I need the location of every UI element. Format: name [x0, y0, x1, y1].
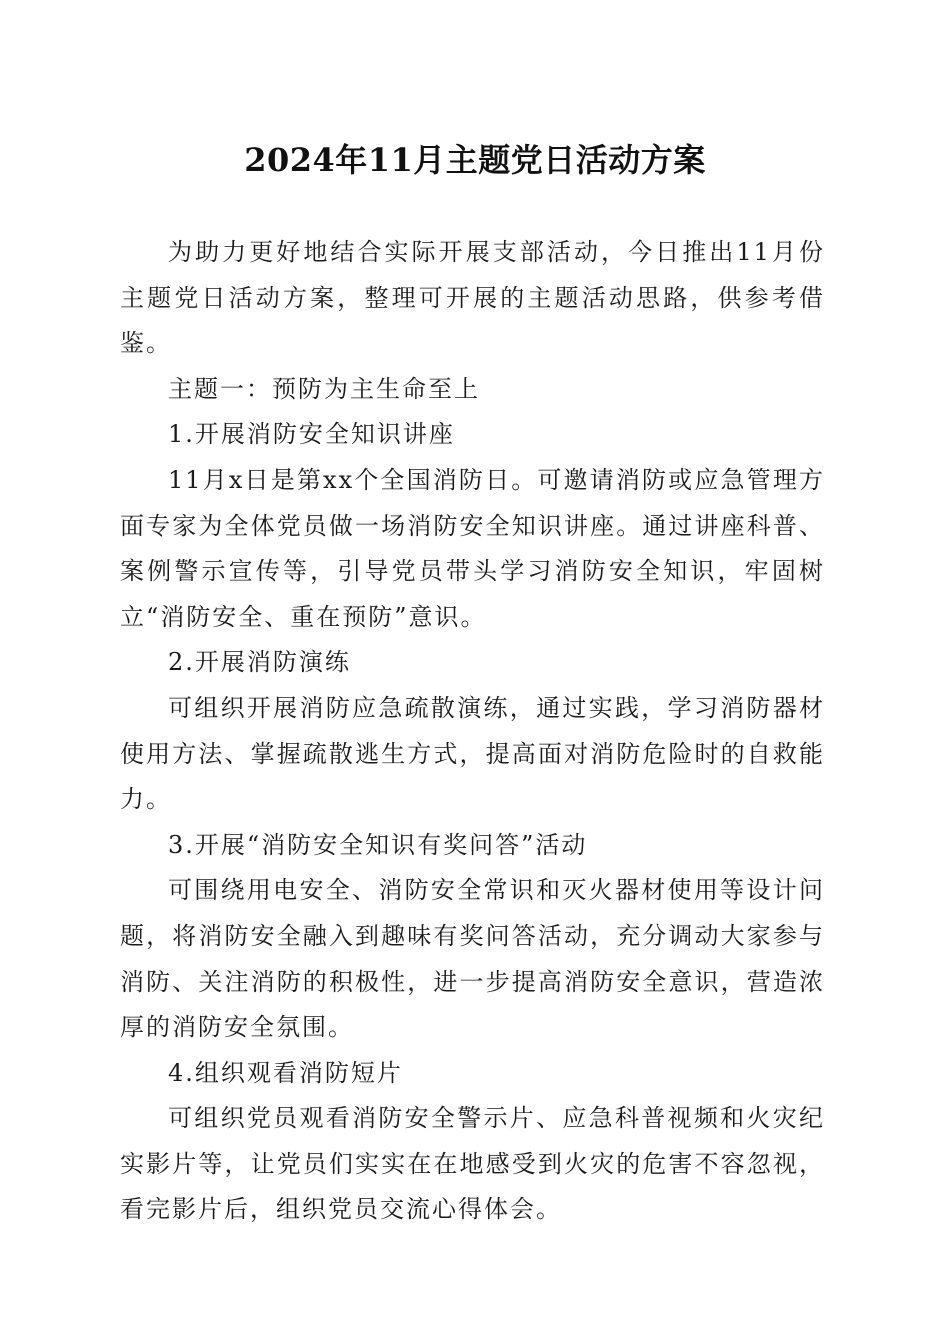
- section-heading-2: 2.开展消防演练: [168, 648, 351, 677]
- theme-heading: 主题一：预防为主生命至上: [168, 374, 480, 403]
- section-paragraph-4: 可组织党员观看消防安全警示片、应急科普视频和火灾纪实影片等，让党员们实实在在地感受到火灾的危害不容忽视，看完影片后，组织党员交流心得体会。: [120, 1104, 825, 1224]
- intro-paragraph: 为助力更好地结合实际开展支部活动，今日推出11月份主题党日活动方案，整理可开展的主题活动思路，供参考借鉴。: [120, 238, 825, 358]
- section-heading-1: 1.开展消防安全知识讲座: [168, 420, 455, 449]
- section-paragraph-2: 可组织开展消防应急疏散演练，通过实践，学习消防器材使用方法、掌握疏散逃生方式，提高面对消防危险时的自救能力。: [120, 693, 825, 814]
- document-body: [120, 230, 825, 1233]
- section-heading-3: 3.开展“消防安全知识有奖问答”活动: [168, 830, 588, 859]
- document-title: 2024年11月主题党日活动方案: [244, 141, 706, 179]
- section-heading-4: 4.组织观看消防短片: [168, 1058, 403, 1087]
- section-paragraph-1: 11月x日是第xx个全国消防日。可邀请消防或应急管理方面专家为全体党员做一场消防安全知识讲座。通过讲座科普、案例警示宣传等，引导党员带头学习消防安全知识，牢固树立“消防安全、重在预防”意识。: [120, 465, 825, 631]
- section-paragraph-3: 可围绕用电安全、消防安全常识和灭火器材使用等设计问题，将消防安全融入到趣味有奖问答活动，充分调动大家参与消防、关注消防的积极性，进一步提高消防安全意识，营造浓厚的消防安全氛围。: [120, 876, 825, 1042]
